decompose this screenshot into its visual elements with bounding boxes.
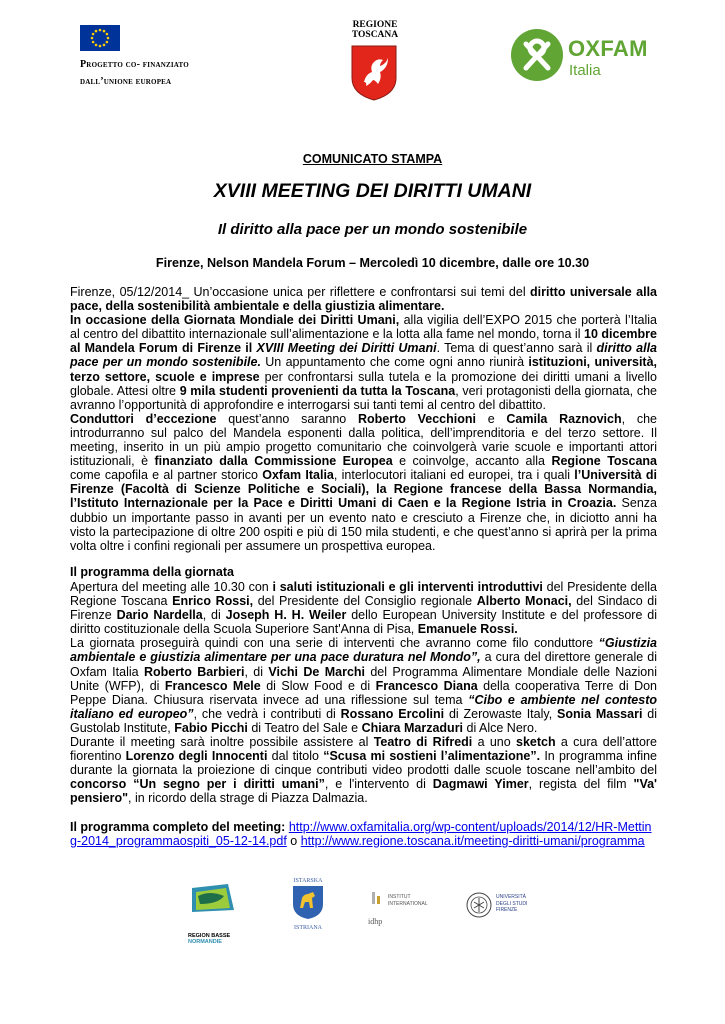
oxfam-wordmark: OXFAM bbox=[568, 36, 648, 61]
document-title: XVIII MEETING DEI DIRITTI UMANI bbox=[213, 180, 532, 202]
unifi-label: UNIVERSITÀ DEGLI STUDI FIRENZE bbox=[496, 894, 528, 913]
regione-toscana-title bbox=[335, 20, 415, 40]
links-separator: o bbox=[290, 834, 298, 849]
eu-text-line1: Progetto co- finanziato bbox=[80, 59, 189, 70]
paragraph-giornata: In occasione della Giornata Mondiale dei Diritti Umani, alla vigilia dell’EXPO 2015 che porterà l’Italia al centro del dibattito internazionale sull’alimentazione e la lotta alla fame nel mondo, torna il 10 dicembre al Mandela Forum di Firenze il XVIII Meeting dei Diritti Umani. Tema di quest’anno sarà il diritto alla pace per un mondo sostenibile. Un appuntamento che come ogni anno riunirà istituzioni, università, terzo settore, scuole e imprese per confrontarsi sulla tutela e la promozione dei diritti umani a livello globale. Attesi oltre 9 mila studenti provenienti da tutta la Toscana, veri protagonisti della giornata, che avranno l’opportunità di approfondire e interrogarsi sui tanti temi al centro del dibattito. bbox=[70, 313, 658, 412]
istria-top-label: ISTARSKA bbox=[293, 878, 323, 884]
oxfam-logo-icon bbox=[510, 28, 564, 87]
paragraph-teatro: Durante il meeting sarà inoltre possibile assistere al Teatro di Rifredi a uno sketch a cura dell’attore fiorentino Lorenzo degli Innocenti dal titolo “Scusa mi sostieni l’alimentazione”. In programma infine durante la giornata la proiezione di cinque contributi video prodotti dalle scuole toscane nell’ambito del concorso “Un segno per i diritti umani”, e l'intervento di Dagmawi Yimer, regista del film "Va' pensiero", in ricordo della strage di Piazza Dalmazia. bbox=[70, 735, 658, 806]
eu-cofinanced-text bbox=[80, 56, 189, 90]
program-section bbox=[70, 580, 657, 806]
paragraph-apertura: Apertura del meeting alle 10.30 con i saluti istituzionali e gli interventi introduttivi del Presidente della Regione Toscana Enrico Rossi, del Presidente del Consiglio regionale Alberto Monaci, del Sindaco di Firenze Dario Nardella, di Joseph H. H. Weiler dello European University Institute e del professore di diritto costituzionale della Scuola Superiore Sant'Anna di Pisa, Emanuele Rossi. bbox=[70, 580, 657, 637]
normandie-line1: REGION BASSE bbox=[188, 933, 231, 939]
institut-international-logo bbox=[366, 890, 428, 930]
press-release-label: COMUNICATO STAMPA bbox=[302, 152, 443, 166]
program-links bbox=[70, 820, 657, 848]
intro-section bbox=[70, 285, 657, 553]
institut-label: INSTITUT INTERNATIONAL bbox=[388, 894, 428, 907]
regione-line2: TOSCANA bbox=[351, 30, 399, 40]
links-label: Il programma completo del meeting: bbox=[70, 820, 286, 834]
paragraph-conduttori: Conduttori d’eccezione quest’anno saranno Roberto Vecchioni e Camila Raznovich, che introdurranno sul palco del Mandela esponenti dalla politica, dell’imprenditoria e del terzo settore. Il meeting, inserito in un più ampio progetto comunitario che coinvolgerà varie scuole e importanti attori istituzionali, è finanziato dalla Commissione Europea e coinvolge, accanto alla Regione Toscana come capofila e al partner storico Oxfam Italia, interlocutori italiani ed europei, tra i quali l’Università di Firenze (Facoltà di Scienze Politiche e Sociali), la Regione francese della Bassa Normandia, l’Istituto Internazionale per la Pace e Diritti Umani di Caen e la Regione Istria in Croazia. Senza dubbio un importante passo in avanti per un evento nato e cresciuto a Firenze che, in diciotto anni ha visto la partecipazione di oltre 200 ospiti e più di 150 mila studenti, e che quest’anno si aprirà per la prima volta oltre i confini regionali per assumere un prospettiva europea. bbox=[70, 411, 657, 553]
universita-firenze-logo bbox=[466, 890, 526, 924]
paragraph-interventi: La giornata proseguirà quindi con una serie di interventi che avranno come filo conduttore “Giustizia ambientale e giustizia alimentare per una pace duratura nel Mondo”, a cura del direttore generale di Oxfam Italia Roberto Barbieri, di Vichi De Marchi del Programma Alimentare Mondiale delle Nazioni Unite (WFP), di Francesco Mele di Slow Food e di Francesco Diana della cooperativa Terre di Don Peppe Diana. Chiusura riservata invece ad una riflessione sul tema “Cibo e ambiente nel contesto italiano ed europeo”, che vedrà i contributi di Rossano Ercolini di Zerowaste Italy, Sonia Massari di Gustolab Institute, Fabio Picchi di Teatro del Sale e Chiara Marzaduri di Alce Nero. bbox=[70, 636, 658, 735]
program-heading: Il programma della giornata bbox=[70, 565, 234, 579]
regione-line1: REGIONE bbox=[352, 20, 398, 30]
istria-bottom-label: ISTRIANA bbox=[294, 925, 322, 931]
normandie-line2: NORMANDIE bbox=[188, 939, 222, 945]
document-subtitle: Il diritto alla pace per un mondo sostenibile bbox=[217, 221, 528, 238]
regione-toscana-pegasus-icon bbox=[350, 44, 398, 107]
event-venue-date: Firenze, Nelson Mandela Forum – Mercoledì 10 dicembre, dalle ore 10.30 bbox=[155, 256, 590, 270]
region-basse-normandie-logo bbox=[188, 882, 240, 945]
eu-text-line2: dall’unione europea bbox=[80, 76, 172, 87]
oxfam-program-link[interactable]: http://www.oxfamitalia.org/wp-content/uploads/2014/12/HR-Metting-2014_programmaospiti_05-12-14.pdf bbox=[70, 820, 652, 849]
istria-goat-shield-icon bbox=[291, 884, 325, 920]
regione-program-link[interactable]: http://www.regione.toscana.it/meeting-diritti-umani/programma bbox=[300, 834, 645, 849]
svg-text:idhp: idhp bbox=[368, 917, 383, 926]
regione-istria-logo bbox=[286, 878, 330, 931]
paragraph-intro: Firenze, 05/12/2014_ Un’occasione unica per riflettere e confrontarsi sui temi del diritto universale alla pace, della sostenibilità ambientale e della giustizia alimentare. bbox=[70, 285, 657, 314]
oxfam-italia-label: Italia bbox=[569, 62, 601, 79]
eu-flag-logo bbox=[80, 25, 120, 51]
eu-stars-icon bbox=[80, 25, 120, 51]
